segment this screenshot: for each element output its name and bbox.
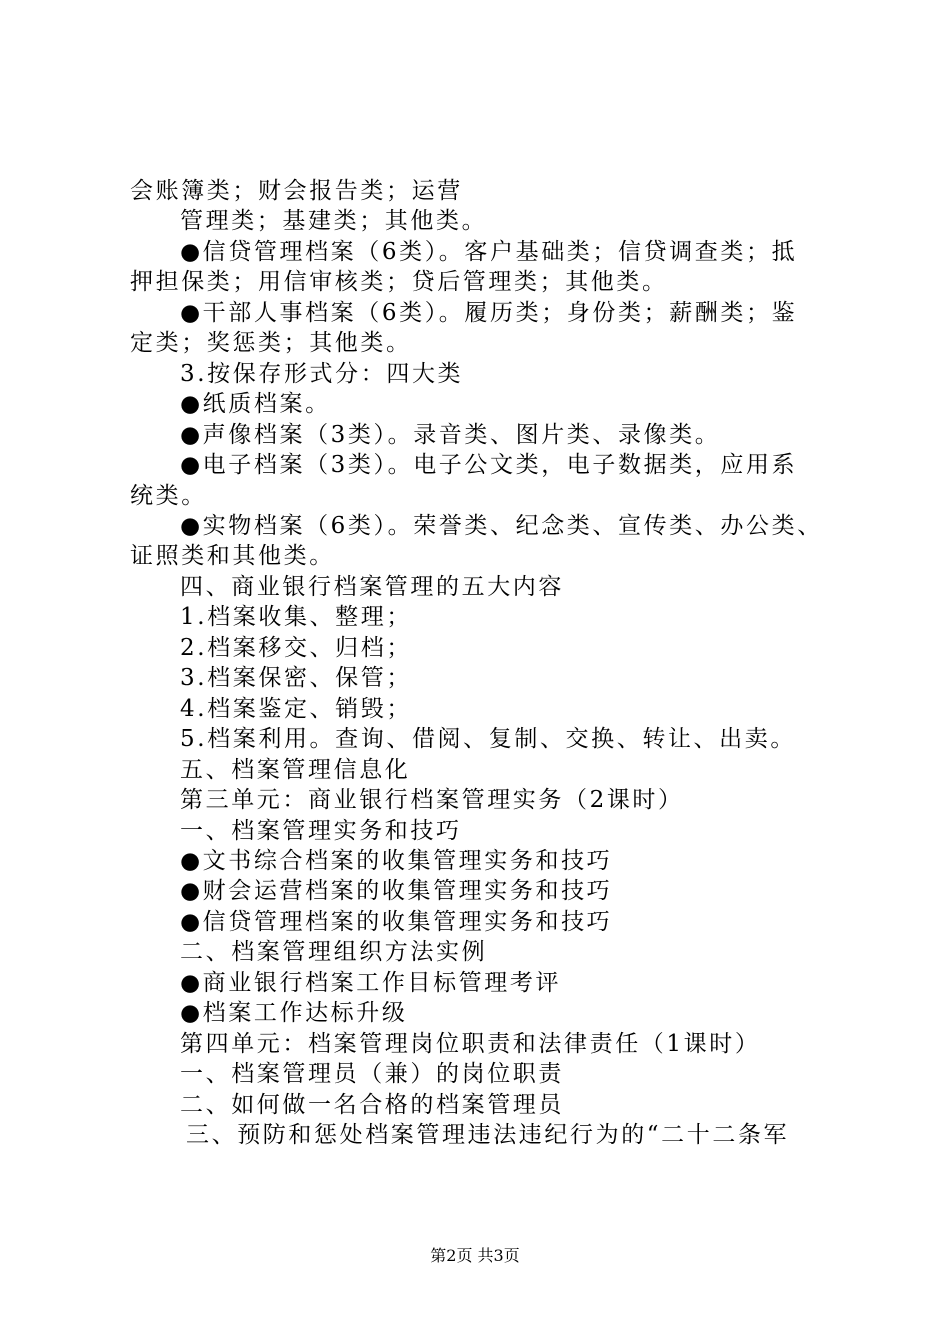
page-number-footer: 第2页 共3页 [430,1246,520,1265]
text-line: 会账簿类；财会报告类；运营 [130,178,463,204]
section-heading: 二、档案管理组织方法实例 [180,939,488,965]
list-item: ●档案工作达标升级 [180,1000,408,1026]
list-item: 2.档案移交、归档； [180,635,412,661]
list-item: 5.档案利用。查询、借阅、复制、交换、转让、出卖。 [180,726,796,752]
text-line: ●信贷管理档案（6类）。客户基础类；信贷调查类；抵 [180,239,798,265]
text-line: ●纸质档案。 [180,391,331,417]
text-line: 统类。 [130,483,207,509]
text-line: 管理类；基建类；其他类。 [180,208,488,234]
section-heading: 五、档案管理信息化 [180,757,411,783]
text-line: 定类；奖惩类；其他类。 [130,330,412,356]
text-line: ●电子档案（3类）。电子公文类，电子数据类，应用系 [180,452,798,478]
text-line: 押担保类；用信审核类；贷后管理类；其他类。 [130,269,668,295]
list-item: ●财会运营档案的收集管理实务和技巧 [180,878,613,904]
section-heading: 一、档案管理员（兼）的岗位职责 [180,1061,564,1087]
unit-heading: 第四单元：档案管理岗位职责和法律责任（1课时） [180,1031,761,1057]
text-line: 3.按保存形式分：四大类 [180,361,464,387]
list-item: 1.档案收集、整理； [180,604,412,630]
text-line: ●干部人事档案（6类）。履历类；身份类；薪酬类；鉴 [180,300,798,326]
text-line: ●声像档案（3类）。录音类、图片类、录像类。 [180,422,721,448]
text-line: 证照类和其他类。 [130,543,335,569]
list-item: 3.档案保密、保管； [180,665,412,691]
section-heading: 四、商业银行档案管理的五大内容 [180,574,564,600]
list-item: ●信贷管理档案的收集管理实务和技巧 [180,909,613,935]
section-heading: 一、档案管理实务和技巧 [180,818,462,844]
list-item: 4.档案鉴定、销毁； [180,696,412,722]
section-heading: 二、如何做一名合格的档案管理员 [180,1092,564,1118]
unit-heading: 第三单元：商业银行档案管理实务（2课时） [180,787,684,813]
text-line: ●实物档案（6类）。荣誉类、纪念类、宣传类、办公类、 [180,513,823,539]
section-heading: 三、预防和惩处档案管理违法违纪行为的“二十二条军 [186,1122,790,1148]
list-item: ●商业银行档案工作目标管理考评 [180,970,562,996]
list-item: ●文书综合档案的收集管理实务和技巧 [180,848,613,874]
